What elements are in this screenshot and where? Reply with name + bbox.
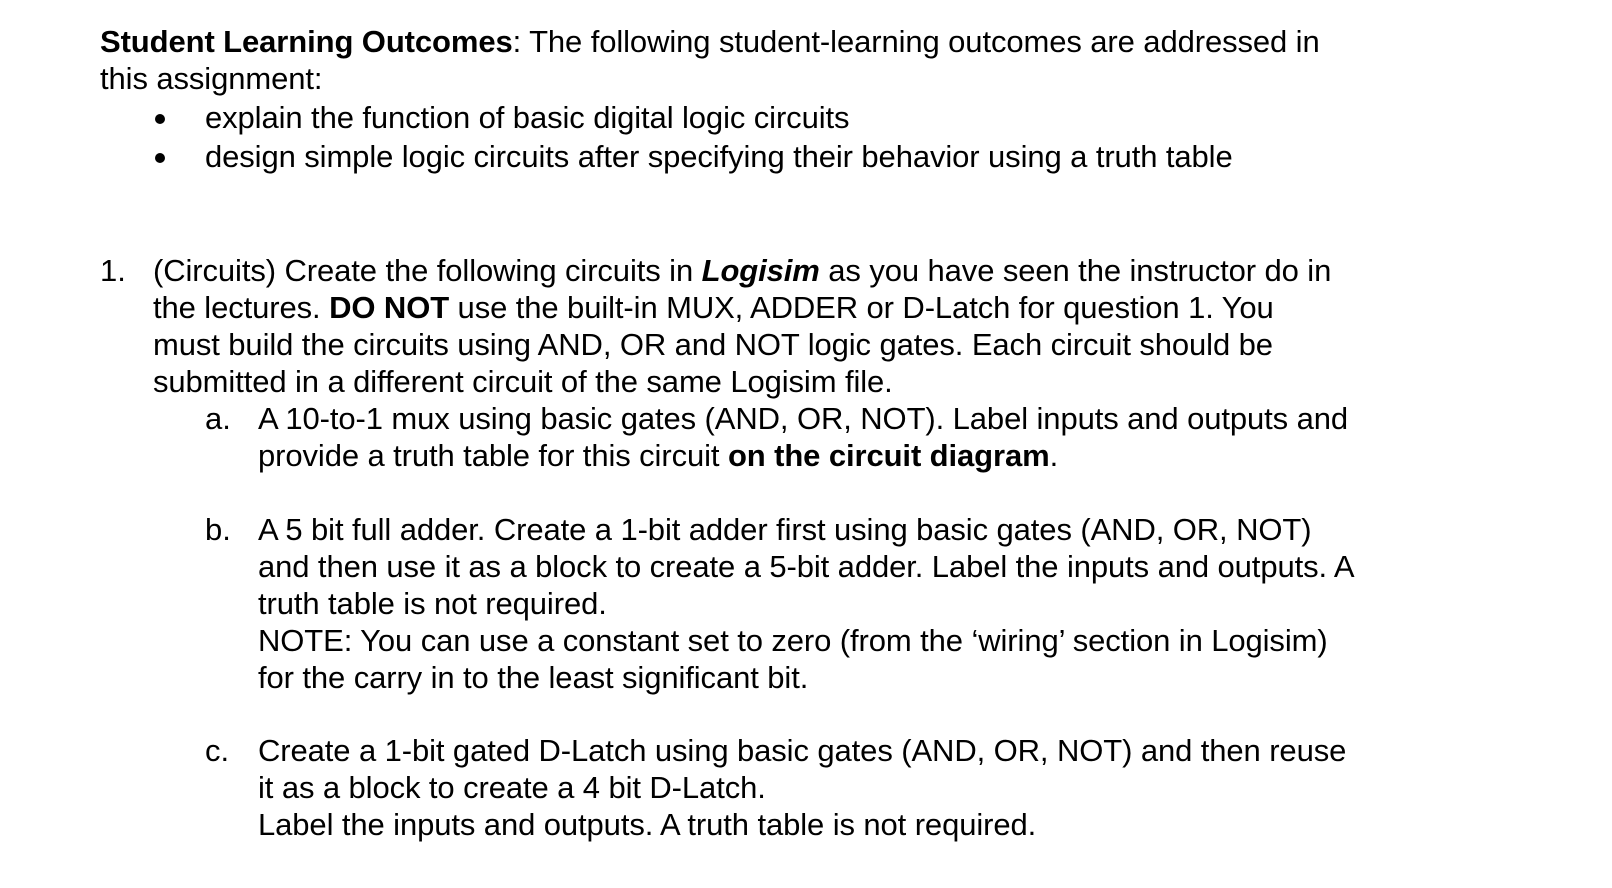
question-text: use the built-in MUX, ADDER or D-Latch for question 1. You — [449, 290, 1274, 325]
slo-heading: Student Learning Outcomes — [100, 24, 513, 59]
part-a-line-2 — [258, 437, 1058, 475]
part-a-line-1: A 10-to-1 mux using basic gates (AND, OR, NOT). Label inputs and outputs and — [258, 401, 1349, 436]
part-c-line-2: it as a block to create a 4 bit D-Latch. — [258, 770, 766, 805]
question-text: as you have seen the instructor do in — [819, 253, 1332, 288]
bullet-dot-icon — [155, 153, 165, 163]
part-text: provide a truth table for this circuit — [258, 438, 728, 473]
question-line-3: must build the circuits using AND, OR and NOT logic gates. Each circuit should be — [153, 327, 1273, 362]
part-c-line-1: Create a 1-bit gated D-Latch using basic gates (AND, OR, NOT) and then reuse — [258, 733, 1347, 768]
slo-intro-line-2: this assignment: — [100, 61, 323, 96]
question-line-1 — [153, 252, 1331, 290]
question-text: the lectures. — [153, 290, 330, 325]
question-line-4: submitted in a different circuit of the same Logisim file. — [153, 364, 893, 399]
slo-intro-line — [100, 23, 1320, 61]
tool-name: Logisim — [701, 253, 820, 288]
part-c-line-3: Label the inputs and outputs. A truth table is not required. — [258, 807, 1037, 842]
emphasis-text: on the circuit diagram — [727, 438, 1050, 473]
bullet-dot-icon — [155, 114, 165, 124]
question-number: 1. — [100, 253, 126, 288]
question-line-2 — [153, 289, 1274, 327]
part-b-letter: b. — [205, 512, 231, 547]
emphasis-text: DO NOT — [329, 290, 450, 325]
part-c-letter: c. — [205, 733, 230, 768]
part-b-line-4: NOTE: You can use a constant set to zero (from the ‘wiring’ section in Logisim) — [258, 623, 1328, 658]
part-b-line-2: and then use it as a block to create a 5-bit adder. Label the inputs and outputs. A — [258, 549, 1355, 584]
part-a-letter: a. — [205, 401, 231, 436]
slo-bullet-1: explain the function of basic digital logic circuits — [205, 100, 850, 135]
slo-intro-text: : The following student-learning outcomes are addressed in — [512, 24, 1320, 59]
part-b-line-3: truth table is not required. — [258, 586, 607, 621]
slo-bullet-2: design simple logic circuits after specifying their behavior using a truth table — [205, 139, 1233, 174]
part-text: . — [1049, 438, 1059, 473]
part-b-line-1: A 5 bit full adder. Create a 1-bit adder first using basic gates (AND, OR, NOT) — [258, 512, 1312, 547]
question-text: (Circuits) Create the following circuits in — [153, 253, 702, 288]
part-b-line-5: for the carry in to the least significant bit. — [258, 660, 809, 695]
